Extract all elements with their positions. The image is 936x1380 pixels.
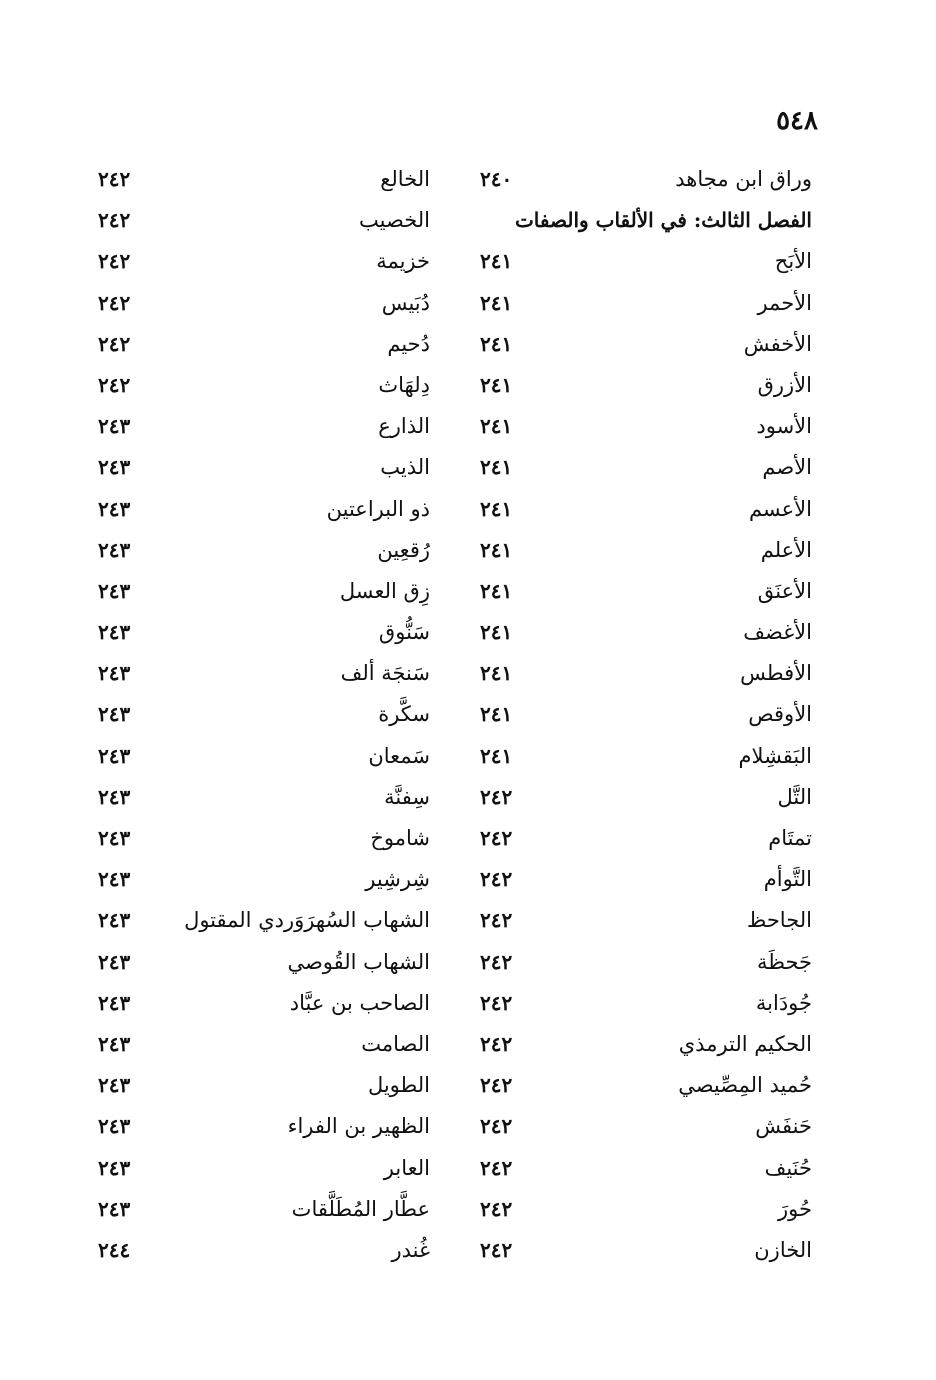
- entry-page-number: ٢٤٢: [480, 826, 513, 850]
- entry-page-number: ٢٤٣: [98, 455, 131, 480]
- entry-page-number: ٢٤٣: [98, 743, 131, 768]
- entry-page-number: ٢٤١: [480, 496, 513, 521]
- entry-page-number: ٢٤٣: [98, 1031, 131, 1056]
- entry-name: الجاحظ: [746, 908, 812, 933]
- index-entry: [88, 1025, 438, 1066]
- index-entry: [470, 531, 820, 572]
- entry-name: سكَّرة: [378, 702, 430, 727]
- index-entry: [88, 654, 438, 695]
- entry-page-number: ٢٤٣: [98, 578, 131, 603]
- index-entry: [88, 1149, 438, 1190]
- index-entry: [470, 448, 820, 489]
- index-entry: [470, 778, 820, 819]
- entry-name: الظهير بن الفراء: [287, 1114, 430, 1139]
- entry-name: سِفنَّة: [384, 784, 430, 809]
- entry-page-number: ٢٤٣: [98, 1196, 131, 1221]
- page-number: ٥٤٨: [776, 106, 818, 136]
- entry-page-number: ٢٤١: [480, 455, 513, 480]
- entry-page-number: ٢٤١: [480, 290, 513, 315]
- index-entry: [88, 737, 438, 778]
- index-entry: [470, 1066, 820, 1107]
- index-entry: [470, 654, 820, 695]
- index-entry: [470, 901, 820, 942]
- section-heading: الفصل الثالث: في الألقاب والصفات: [514, 208, 812, 233]
- entry-name: الأحمر: [757, 290, 812, 315]
- entry-name: ذو البراعتين: [326, 496, 430, 521]
- entry-page-number: ٢٤٢: [480, 1073, 513, 1098]
- index-entry: [88, 695, 438, 736]
- index-entry: [470, 1190, 820, 1231]
- entry-name: دُحيم: [387, 331, 430, 356]
- entry-name: شِرشِير: [365, 867, 430, 892]
- entry-name: عطَّار المُطَلَّقات: [291, 1196, 430, 1221]
- entry-name: تمتَام: [768, 826, 812, 850]
- entry-page-number: ٢٤٢: [480, 1237, 513, 1262]
- index-entry: [470, 572, 820, 613]
- entry-page-number: ٢٤٣: [98, 784, 131, 809]
- entry-page-number: ٢٤٠: [480, 167, 513, 191]
- index-entry: [88, 943, 438, 984]
- entry-name: جُودَابة: [755, 990, 812, 1015]
- entry-name: العابر: [383, 1155, 430, 1180]
- index-entry: [470, 1107, 820, 1148]
- index-entry: [88, 407, 438, 448]
- entry-page-number: ٢٤١: [480, 578, 513, 603]
- index-entry: [88, 531, 438, 572]
- entry-name: حُورَ: [778, 1196, 812, 1221]
- entry-name: الأسود: [756, 414, 812, 439]
- index-entry: [88, 1107, 438, 1148]
- entry-name: الأغضف: [743, 620, 812, 645]
- entry-name: سَنُّوق: [378, 620, 430, 645]
- index-entry: [470, 860, 820, 901]
- entry-page-number: ٢٤٣: [98, 908, 131, 933]
- index-entry: [470, 1025, 820, 1066]
- entry-page-number: ٢٤١: [480, 661, 513, 686]
- entry-name: سَنجَة ألف: [340, 661, 430, 686]
- entry-page-number: ٢٤١: [480, 372, 513, 397]
- entry-name: الأزرق: [757, 372, 812, 397]
- index-entry: [88, 778, 438, 819]
- index-entry: [88, 1190, 438, 1231]
- entry-name: الذيب: [380, 455, 430, 480]
- entry-name: شاموخ: [370, 826, 430, 850]
- entry-name: التَّوأم: [763, 867, 812, 892]
- index-entry: [470, 407, 820, 448]
- entry-name: الذارع: [378, 414, 430, 439]
- entry-page-number: ٢٤٣: [98, 1073, 131, 1098]
- entry-page-number: ٢٤٣: [98, 990, 131, 1015]
- entry-page-number: ٢٤١: [480, 414, 513, 439]
- entry-name: رُقعِين: [377, 537, 430, 562]
- index-entry: [470, 284, 820, 325]
- entry-page-number: ٢٤٢: [98, 208, 131, 233]
- entry-page-number: ٢٤٢: [98, 290, 131, 315]
- entry-name: الحكيم الترمذي: [678, 1031, 812, 1056]
- index-entry: [470, 613, 820, 654]
- entry-page-number: ٢٤٢: [480, 1196, 513, 1221]
- index-column-right: [470, 160, 820, 1272]
- entry-page-number: ٢٤٢: [98, 331, 131, 356]
- entry-name: الأصم: [762, 455, 812, 480]
- entry-name: الخصيب: [359, 208, 430, 233]
- entry-page-number: ٢٤٣: [98, 826, 131, 850]
- index-entry: [88, 901, 438, 942]
- entry-page-number: ٢٤٢: [480, 867, 513, 892]
- index-entry: [470, 1149, 820, 1190]
- entry-page-number: ٢٤٣: [98, 661, 131, 686]
- entry-name: الأفطس: [740, 661, 812, 686]
- entry-name: سَمعان: [368, 743, 430, 768]
- entry-page-number: ٢٤١: [480, 702, 513, 727]
- entry-page-number: ٢٤٣: [98, 496, 131, 521]
- entry-name: الصاحب بن عبَّاد: [289, 990, 430, 1015]
- index-entry: [470, 490, 820, 531]
- index-entry: [88, 366, 438, 407]
- entry-name: الأعنَق: [757, 578, 812, 603]
- entry-page-number: ٢٤٤: [98, 1237, 131, 1262]
- index-entry: [470, 695, 820, 736]
- entry-page-number: ٢٤١: [480, 331, 513, 356]
- index-entry: [470, 984, 820, 1025]
- entry-name: الأوقص: [748, 702, 812, 727]
- index-entry: [88, 284, 438, 325]
- index-entry: [88, 448, 438, 489]
- entry-page-number: ٢٤٢: [480, 1114, 513, 1139]
- entry-name: جَحظَة: [756, 949, 812, 974]
- index-entry: [88, 490, 438, 531]
- entry-page-number: ٢٤٣: [98, 1114, 131, 1139]
- entry-name: دِلهَاث: [378, 372, 430, 397]
- index-column-left: [88, 160, 438, 1272]
- index-entry: [88, 984, 438, 1025]
- entry-page-number: ٢٤١: [480, 249, 513, 274]
- entry-name: البَقشِلام: [738, 743, 812, 768]
- index-entry: [470, 1231, 820, 1272]
- entry-name: حُنَيف: [764, 1155, 812, 1180]
- entry-name: الشهاب القُوصي: [287, 949, 430, 974]
- entry-page-number: ٢٤٣: [98, 414, 131, 439]
- index-entry: [88, 325, 438, 366]
- entry-page-number: ٢٤٢: [480, 1031, 513, 1056]
- entry-page-number: ٢٤٣: [98, 1155, 131, 1180]
- index-entry: [88, 160, 438, 201]
- entry-page-number: ٢٤٢: [98, 249, 131, 274]
- index-entry: [470, 242, 820, 283]
- entry-name: زِق العسل: [339, 578, 430, 603]
- entry-name: الخالع: [380, 167, 430, 191]
- entry-page-number: ٢٤١: [480, 743, 513, 768]
- index-entry: [88, 572, 438, 613]
- index-entry: [88, 201, 438, 242]
- section-heading-row: [470, 201, 820, 242]
- entry-page-number: ٢٤٢: [480, 949, 513, 974]
- entry-page-number: ٢٤١: [480, 620, 513, 645]
- entry-page-number: ٢٤١: [480, 537, 513, 562]
- index-entry: [88, 1066, 438, 1107]
- index-entry: [470, 325, 820, 366]
- entry-page-number: ٢٤٣: [98, 537, 131, 562]
- index-entry: [470, 737, 820, 778]
- entry-page-number: ٢٤٣: [98, 702, 131, 727]
- entry-name: الخازن: [754, 1237, 812, 1262]
- entry-page-number: ٢٤٢: [480, 784, 513, 809]
- entry-page-number: ٢٤٣: [98, 867, 131, 892]
- entry-name: الصامت: [361, 1031, 430, 1056]
- entry-page-number: ٢٤٣: [98, 620, 131, 645]
- entry-page-number: ٢٤٢: [480, 908, 513, 933]
- entry-page-number: ٢٤٢: [98, 167, 131, 191]
- index-entry: [88, 860, 438, 901]
- entry-name: التَّل: [777, 784, 812, 809]
- entry-name: غُندر: [391, 1237, 430, 1262]
- entry-name: الأعسم: [748, 496, 812, 521]
- entry-name: حُميد المِصِّيصي: [678, 1073, 812, 1098]
- entry-page-number: ٢٤٢: [480, 1155, 513, 1180]
- index-entry: [470, 819, 820, 860]
- entry-name: الشهاب السُهرَوَردي المقتول: [184, 908, 430, 933]
- entry-name: الأعلم: [760, 537, 812, 562]
- entry-name: خزيمة: [376, 249, 430, 274]
- index-entry: [470, 943, 820, 984]
- index-entry: [88, 819, 438, 860]
- entry-name: دُبَيس: [381, 290, 430, 315]
- entry-name: وراق ابن مجاهد: [675, 167, 812, 191]
- index-entry: [88, 1231, 438, 1272]
- entry-page-number: ٢٤٢: [480, 990, 513, 1015]
- index-entry: [88, 613, 438, 654]
- index-entry: [470, 160, 820, 201]
- entry-name: الطويل: [367, 1073, 430, 1098]
- index-entry: [470, 366, 820, 407]
- index-entry: [88, 242, 438, 283]
- entry-name: الأخفش: [743, 331, 812, 356]
- entry-name: الأبَح: [774, 249, 812, 274]
- entry-page-number: ٢٤٢: [98, 372, 131, 397]
- entry-page-number: ٢٤٣: [98, 949, 131, 974]
- entry-name: حَنفَش: [755, 1114, 812, 1139]
